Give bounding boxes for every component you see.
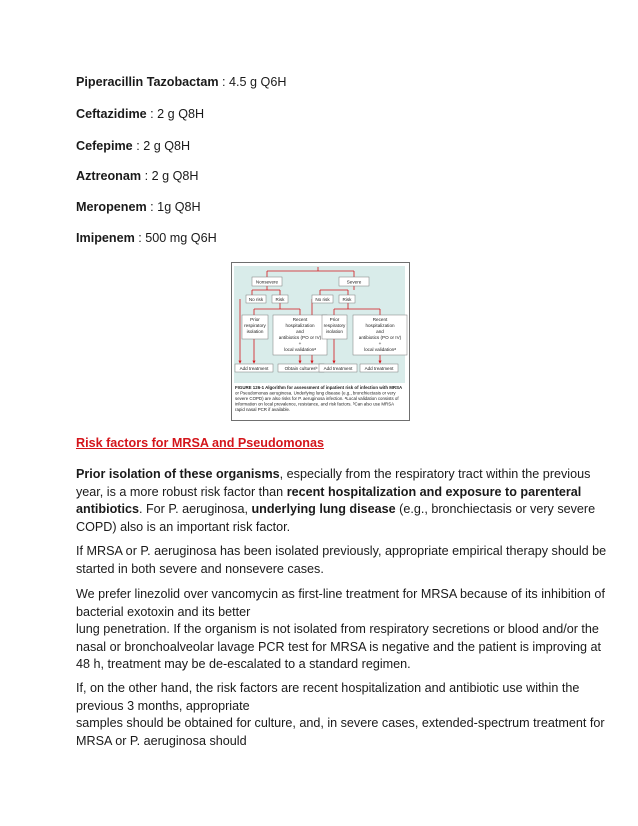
figure-caption-line: severe COPD) are also risks for P. aeruginosa infection. ᵃLocal validation consists of: [235, 396, 399, 401]
paragraph-recent-hospitalization: [76, 680, 605, 750]
dose-line-cefepime: [76, 138, 190, 154]
section-heading: Risk factors for MRSA and Pseudomonas: [76, 436, 324, 450]
paragraph-line: previous 3 months, appropriate: [76, 698, 250, 713]
prior-line: respiratory: [244, 323, 266, 328]
dose-line-ceftazidime: [76, 106, 204, 122]
drug-dose: : 2 g Q8H: [146, 107, 205, 121]
dose-line-meropenem: [76, 199, 201, 215]
recent-line: antibiotics (PO or IV): [358, 335, 402, 340]
drug-name: Ceftazidime: [76, 107, 147, 121]
obtain-cultures-label: Obtain culturesᵇ: [284, 365, 318, 371]
paragraph-line: samples should be obtained for culture, and, in severe cases, extended-spectrum treatment for: [76, 716, 605, 731]
severe-label: Severe: [346, 279, 362, 285]
paragraph-line: We prefer linezolid over vancomycin as first-line treatment for MRSA because of its inhibition of: [76, 587, 605, 601]
paragraph-line: lung penetration. If the organism is not isolated from respiratory secretions or blood and/or the: [76, 622, 599, 637]
paragraph-line: [76, 501, 596, 519]
paragraph-line: If, on the other hand, the risk factors are recent hospitalization and antibiotic use within the: [76, 681, 580, 695]
add-treatment-label: Add treatment: [364, 365, 394, 371]
risk-algorithm-diagram: [232, 263, 409, 420]
recent-line: hospitalization: [365, 323, 395, 328]
drug-name: Piperacillin Tazobactam: [76, 75, 219, 89]
paragraph-empirical-therapy: [76, 543, 607, 578]
recent-line: +: [378, 341, 382, 346]
add-treatment-label: Add treatment: [323, 365, 353, 371]
drug-dose: : 500 mg Q6H: [134, 231, 217, 245]
recent-line: and: [376, 329, 384, 334]
no-risk-label: No risk: [315, 296, 330, 302]
dose-line-piperacillin: [76, 74, 286, 90]
prior-line: Prior: [329, 317, 340, 322]
recent-line: and: [296, 329, 304, 334]
bold-phrase: Prior isolation of these organisms: [76, 467, 280, 481]
paragraph-line: If MRSA or P. aeruginosa has been isolated previously, appropriate empirical therapy should be: [76, 544, 607, 558]
paragraph-line: started in both severe and nonsevere cases.: [76, 561, 324, 576]
drug-name: Aztreonam: [76, 169, 142, 183]
risk-label: Risk: [342, 296, 352, 302]
recent-line: antibiotics (PO or IV): [278, 335, 322, 340]
text-run: (e.g., bronchiectasis or very severe: [395, 502, 596, 517]
recent-line: hospitalization: [285, 323, 315, 328]
paragraph-line: [76, 484, 582, 502]
paragraph-line: nasal or bronchoalveolar lavage PCR test for MRSA is negative and the patient is improving at: [76, 639, 602, 654]
figure-caption-line: information on local prevalence, resistance, and risk factors. ᵇCan also use MRSA: [235, 401, 395, 407]
recent-line: local validationᵃ: [284, 347, 316, 352]
figure-caption-line: FIGURE 126-1 Algorithm for assessment of inpatient risk of infection with MRSA: [235, 385, 403, 390]
paragraph-line: 48 h, treatment may be de-escalated to a standard regimen.: [76, 657, 411, 672]
paragraph-line: MRSA or P. aeruginosa should: [76, 733, 247, 748]
bold-phrase: recent hospitalization and exposure to parenteral: [286, 484, 582, 499]
text-run: . For P. aeruginosa,: [138, 502, 252, 517]
add-treatment-label: Add treatment: [239, 365, 269, 371]
text-run: , especially from the respiratory tract within the previous: [279, 467, 591, 481]
drug-dose: : 4.5 g Q6H: [218, 75, 287, 89]
paragraph-line: [76, 466, 591, 484]
bold-phrase: underlying lung disease: [251, 502, 396, 517]
drug-dose: : 2 g Q8H: [141, 169, 199, 183]
paragraph-linezolid: [76, 586, 605, 674]
recent-line: Recent: [292, 317, 308, 322]
dose-line-aztreonam: [76, 168, 198, 184]
nonsevere-label: Nonsevere: [255, 279, 279, 285]
paragraph-line: bacterial exotoxin and its better: [76, 604, 251, 619]
risk-label: Risk: [275, 296, 285, 302]
drug-name: Imipenem: [76, 231, 135, 245]
recent-line: +: [298, 341, 302, 346]
drug-dose: : 2 g Q8H: [132, 139, 191, 153]
recent-line: local validationᵃ: [364, 347, 396, 352]
drug-dose: : 1g Q8H: [146, 200, 201, 214]
prior-line: respiratory: [323, 323, 346, 328]
drug-name: Meropenem: [76, 200, 147, 214]
text-run: year, is a more robust risk factor than: [76, 484, 287, 499]
recent-line: Recent: [372, 317, 388, 322]
paragraph-line: COPD) also is an important risk factor.: [76, 519, 291, 534]
figure-caption-line: rapid nasal PCR if available.: [235, 407, 291, 412]
risk-algorithm-figure: [231, 262, 410, 421]
prior-line: isolation: [246, 329, 264, 334]
dose-line-imipenem: [76, 230, 217, 246]
bold-phrase: antibiotics: [76, 502, 139, 517]
prior-line: isolation: [326, 329, 343, 334]
prior-line: Prior: [250, 317, 260, 322]
no-risk-label: No risk: [248, 296, 264, 302]
paragraph-prior-isolation: [76, 466, 596, 536]
drug-name: Cefepime: [76, 139, 133, 153]
figure-caption-line: or Pseudomonas aeruginosa. Underlying lung disease (e.g., bronchiectasis or very: [235, 390, 396, 396]
